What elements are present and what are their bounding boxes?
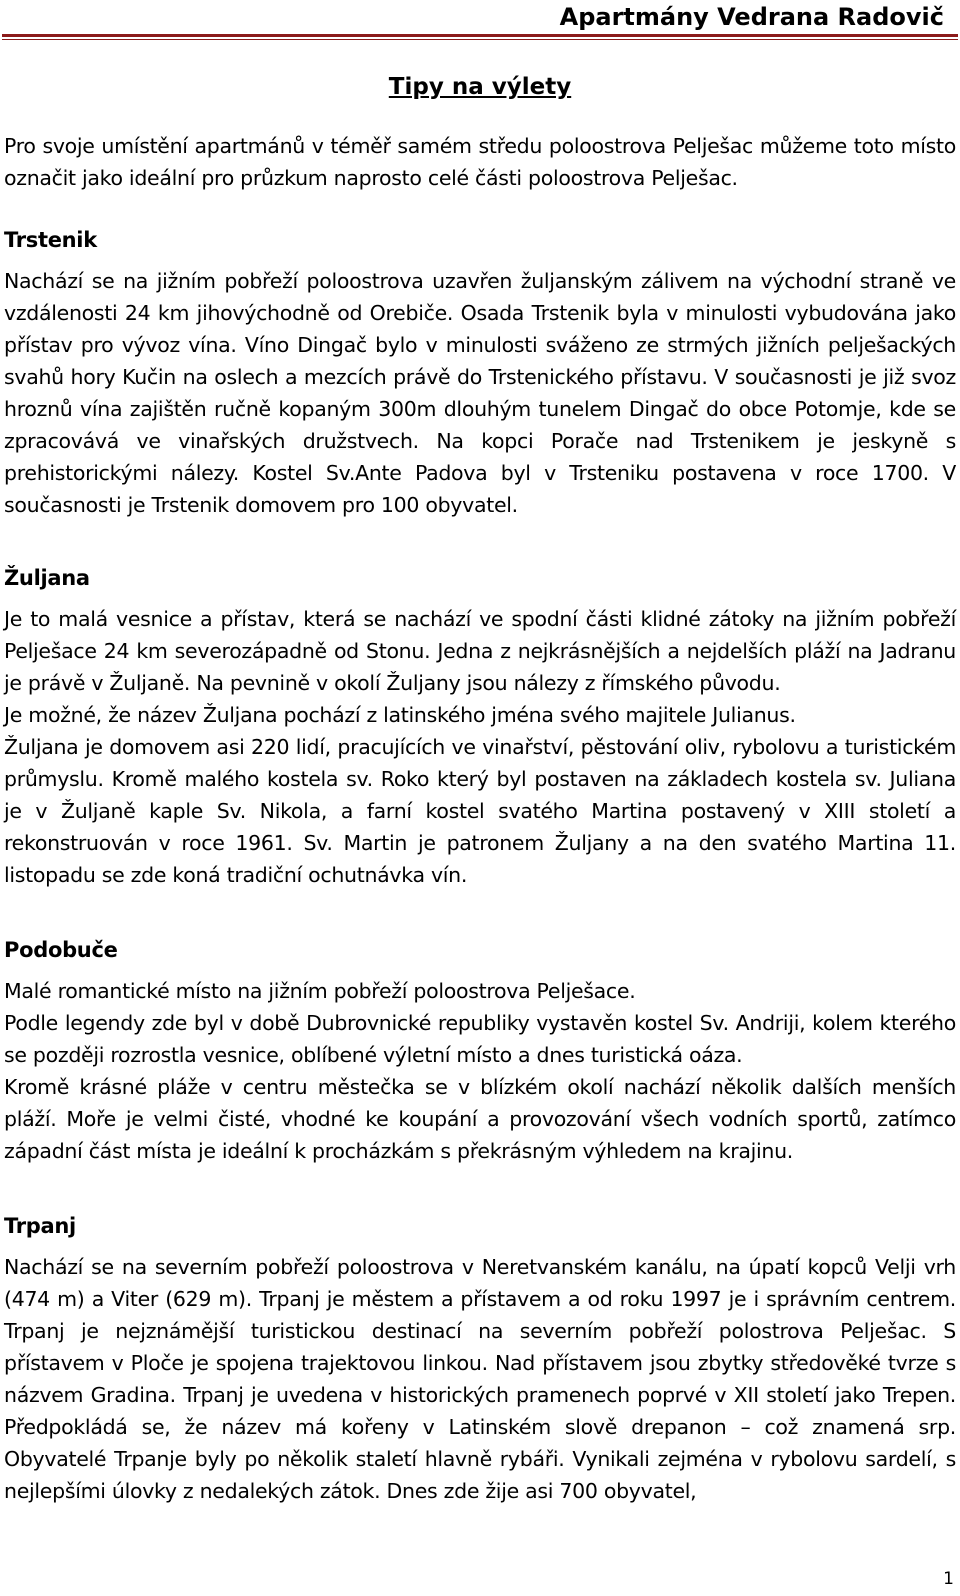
document-title: Tipy na výlety — [388, 74, 572, 100]
section-paragraph: Nachází se na jižním pobřeží poloostrova uzavřen žuljanským zálivem na východní straně ve vzdálenosti 24 km jihovýchodně od Orebiče. Osada Trstenik byla v minulosti vybudována jako přístav pro vývoz vína. Víno Dingač bylo v minulosti sváženo ze strmých jižních pelješackých svahů hory Kučin na oslech a mezcích právě do Trstenického přístavu. V současnosti je již svoz hroznů vína zajištěn ručně kopaným 300m dlouhým tunelem Dingač do obce Potomje, kde se zpracovává ve vinařských družstvech. Na kopci Porače nad Trstenikem je jeskyně s prehistorickými nálezy. Kostel Sv.Ante Padova byl v Trsteniku postavena v roce 1700. V současnosti je Trstenik domovem pro 100 obyvatel. — [4, 269, 956, 517]
section-paragraph: Nachází se na severním pobřeží poloostrova v Neretvanském kanálu, na úpatí kopců Velji vrh (474 m) a Viter (629 m). Trpanj je městem a přístavem a od roku 1997 je i správním centrem. Trpanj je nejznámější turistickou destinací na severním pobřeží polostrova Pelješac. S přístavem v Ploče je spojena trajektovou linkou. Nad přístavem jsou zbytky středověké tvrze s názvem Gradina. Trpanj je uvedena v historických pramenech poprvé v XII století jako Trepen. Předpokládá se, že název má kořeny v Latinském slově drepanon – což znamená srp. Obyvatelé Trpanje byly po několik staletí hlavně rybáři. Vynikali zejména v rybolovu sardelí, s nejlepšími úlovky z nedalekých zátok. Dnes zde žije asi 700 obyvatel, — [4, 1255, 956, 1503]
section-paragraph: Žuljana je domovem asi 220 lidí, pracujících ve vinařství, pěstování oliv, rybolovu a turistickém průmyslu. Kromě malého kostela sv. Roko který byl postaven na základech kostela sv. Juliana je v Žuljaně kaple Sv. Nikola, a farní kostel svatého Martina postavený v XIII století a rekonstruován v roce 1961. Sv. Martin je patronem Žuljany a na den svatého Martina 11. listopadu se zde koná tradiční ochutnávka vín. — [4, 735, 956, 887]
section-paragraph: Podle legendy zde byl v době Dubrovnické republiky vystavěn kostel Sv. Andriji, kolem kterého se později rozrostla vesnice, oblíbené výletní místo a dnes turistická oáza. — [4, 1011, 956, 1067]
section-heading: Podobuče — [4, 938, 118, 962]
section-podobuce — [4, 934, 956, 1167]
section-heading: Trstenik — [4, 228, 97, 252]
section-paragraph: Je možné, že název Žuljana pochází z latinského jména svého majitele Julianus. — [4, 703, 796, 727]
section-trpanj — [4, 1210, 956, 1507]
header-title: Apartmány Vedrana Radovič — [559, 3, 944, 31]
section-paragraph: Malé romantické místo na jižním pobřeží poloostrova Pelješace. — [4, 979, 636, 1003]
page-number: 1 — [943, 1569, 954, 1589]
header-rule — [2, 34, 958, 37]
section-trstenik — [4, 224, 956, 521]
section-zuljana — [4, 562, 956, 891]
section-heading: Trpanj — [4, 1214, 76, 1238]
section-paragraph: Je to malá vesnice a přístav, která se nachází ve spodní části klidné zátoky na jižním pobřeží Pelješace 24 km severozápadně od Stonu. Jedna z nejkrásnějších a nejdelších pláží na Jadranu je právě v Žuljaně. Na pevnině v okolí Žuljany jsou nálezy z římského původu. — [4, 607, 956, 695]
section-heading: Žuljana — [4, 566, 90, 590]
section-paragraph: Kromě krásné pláže v centru městečka se v blízkém okolí nachází několik dalších menších pláží. Moře je velmi čisté, vhodné ke koupání a provozování všech vodních sportů, zatímco západní část místa je ideální k procházkám s překrásným výhledem na krajinu. — [4, 1075, 956, 1163]
intro-paragraph: Pro svoje umístění apartmánů v téměř samém středu poloostrova Pelješac můžeme toto místo označit jako ideální pro průzkum naprosto celé části poloostrova Pelješac. — [4, 134, 956, 190]
document-body — [4, 130, 956, 1507]
header-rule-thin — [2, 39, 958, 40]
